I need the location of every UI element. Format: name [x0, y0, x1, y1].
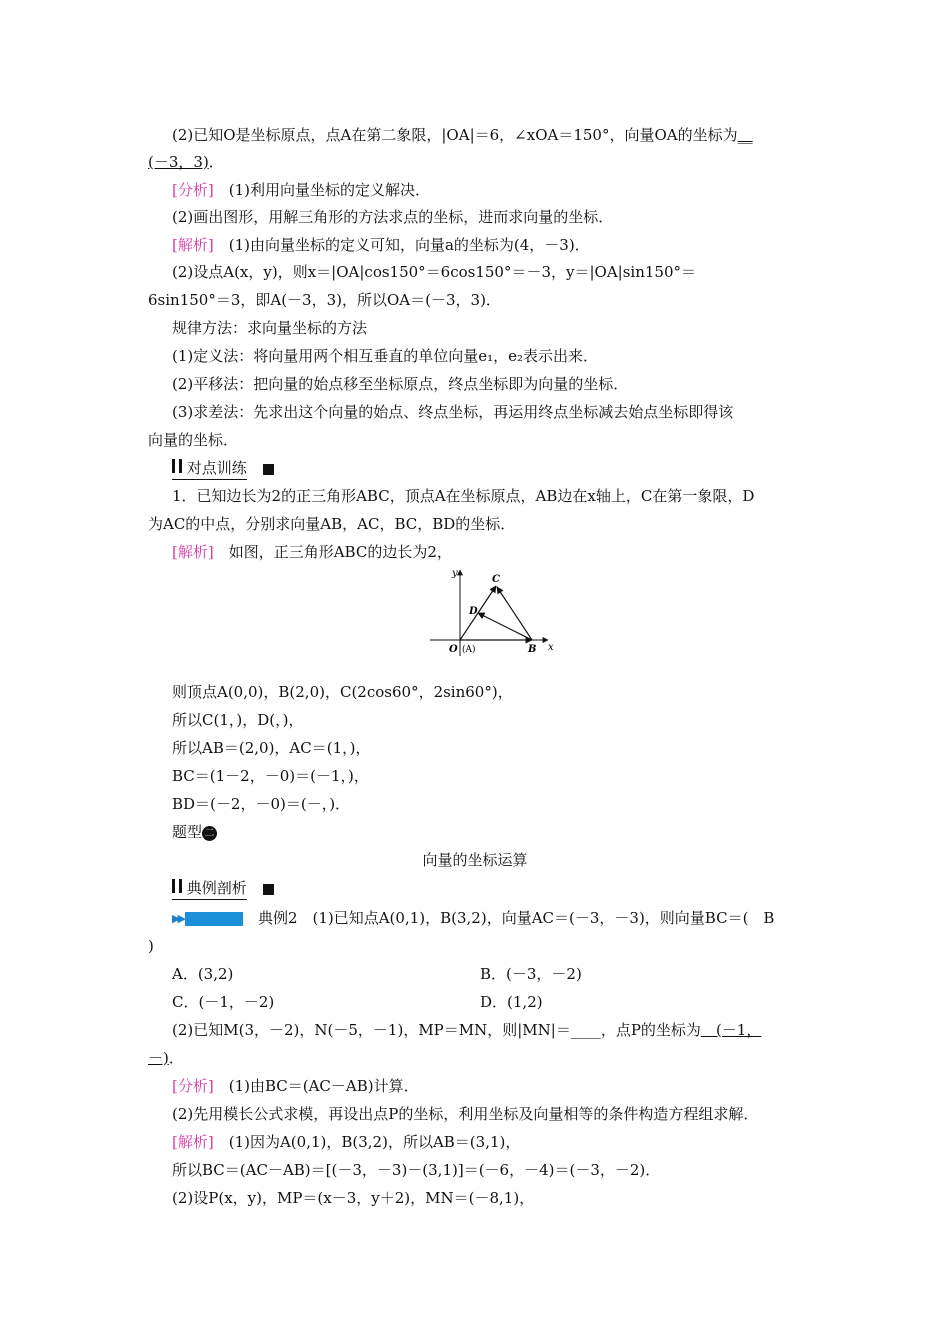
- solution-tag: [解析]: [172, 236, 214, 254]
- text-line: (2)画出图形，用解三角形的方法求点的坐标，进而求向量的坐标．: [172, 208, 614, 226]
- vector-bd: [478, 613, 532, 640]
- section-heading-training: 对点训练: [172, 458, 274, 480]
- example-badge: [172, 909, 243, 929]
- text-line: 向量的坐标．: [148, 431, 239, 449]
- text-line: (2)已知O是坐标原点，点A在第二象限，|OA|＝6，∠xOA＝150°，向量OA的坐标为__: [172, 126, 753, 144]
- text-line: (2)设点A(x，y)，则x＝|OA|cos150°＝6cos150°＝－3，y＝|OA|sin150°＝: [172, 263, 697, 281]
- text-line: [分析] (1)由BC＝(AC－AB)计算．: [172, 1077, 419, 1095]
- text-line: (2)设P(x，y)，MP＝(x－3，y＋2)，MN＝(－8,1)，: [172, 1189, 535, 1207]
- text-line: [解析] 如图，正三角形ABC的边长为2，: [172, 543, 452, 561]
- text-line: [分析] (1)利用向量坐标的定义解决．: [172, 181, 430, 199]
- label-y: y: [452, 568, 458, 579]
- text-line: (1)定义法：将向量用两个相互垂直的单位向量e₁，e₂表示出来．: [172, 347, 599, 365]
- text-line: BD＝(－2，－0)＝(－，)．: [172, 795, 351, 813]
- option-c: C．(－1，－2): [172, 993, 275, 1011]
- label-a: (A): [462, 645, 476, 655]
- bars-icon: [172, 879, 182, 893]
- analysis-tag: [分析]: [172, 181, 214, 199]
- label-d: D: [469, 606, 478, 617]
- analysis-tag: [分析]: [172, 1077, 214, 1095]
- text-line: (2)平移法：把向量的始点移至坐标原点，终点坐标即为向量的坐标．: [172, 375, 629, 393]
- blue-bar-icon: [185, 912, 243, 926]
- option-b: B．(－3，－2): [480, 965, 582, 983]
- text-line: 为AC的中点，分别求向量AB，AC，BC，BD的坐标．: [148, 515, 516, 533]
- triangle-figure: [420, 564, 560, 660]
- text-line: (2)已知M(3，－2)，N(－5，－1)，MP＝MN，则|MN|＝____，点P的坐标为 (－1，: [172, 1021, 762, 1039]
- text-line: 1．已知边长为2的正三角形ABC，顶点A在坐标原点，AB边在x轴上，C在第一象限，D: [172, 487, 755, 505]
- text-line: [解析] (1)由向量坐标的定义可知，向量a的坐标为(4，－3)．: [172, 236, 590, 254]
- question-type-label: 题型 二: [172, 822, 217, 842]
- section-title: 向量的坐标运算: [422, 851, 528, 869]
- text-line: 6sin150°＝3，即A(－3，3)，所以OA＝(－3，3)．: [148, 291, 501, 309]
- text-line: 所以AB＝(2,0)，AC＝(1，)，: [172, 739, 371, 757]
- label-c: C: [492, 574, 500, 585]
- text-line: 规律方法：求向量坐标的方法: [172, 319, 368, 337]
- answer-blank: －): [148, 1049, 169, 1067]
- example-line: ▶▶ 典例2 (1)已知点A(0,1)，B(3,2)，向量AC＝(－3，－3)，则向量BC＝( B: [172, 909, 775, 927]
- text-line: [解析] (1)因为A(0,1)，B(3,2)，所以AB＝(3,1)，: [172, 1133, 521, 1151]
- text-line: ): [148, 937, 154, 955]
- solution-tag: [解析]: [172, 1133, 214, 1151]
- text-line: BC＝(1－2，－0)＝(－1，)，: [172, 767, 369, 785]
- square-icon: [263, 884, 274, 895]
- text-line: 所以C(1，)，D(，)，: [172, 711, 304, 729]
- solution-tag: [解析]: [172, 543, 214, 561]
- option-d: D．(1,2): [480, 993, 543, 1011]
- square-icon: [263, 464, 274, 475]
- option-a: A．(3,2): [172, 965, 234, 983]
- vector-bc: [497, 587, 532, 640]
- text-line: 则顶点A(0,0)，B(2,0)，C(2cos60°，2sin60°)，: [172, 683, 513, 701]
- label-b: B: [528, 644, 537, 655]
- section-heading-examples: 典例剖析: [172, 878, 274, 900]
- label-o: O: [449, 644, 458, 655]
- text-line: (－3，3)．: [148, 153, 224, 171]
- text-line: (2)先用模长公式求模，再设出点P的坐标，利用坐标及向量相等的条件构造方程组求解．: [172, 1105, 759, 1123]
- label-x: x: [548, 642, 554, 653]
- double-arrow-icon: ▶▶: [172, 912, 183, 925]
- bars-icon: [172, 459, 182, 473]
- text-line: －)．: [148, 1049, 184, 1067]
- answer-blank: (－3，3): [148, 153, 209, 171]
- text-line: 所以BC＝(AC－AB)＝[(－3，－3)－(3,1)]＝(－6，－4)＝(－3，－2)．: [172, 1161, 661, 1179]
- type-number-badge: 二: [202, 826, 217, 841]
- text-line: (3)求差法：先求出这个向量的始点、终点坐标，再运用终点坐标减去始点坐标即得该: [172, 403, 734, 421]
